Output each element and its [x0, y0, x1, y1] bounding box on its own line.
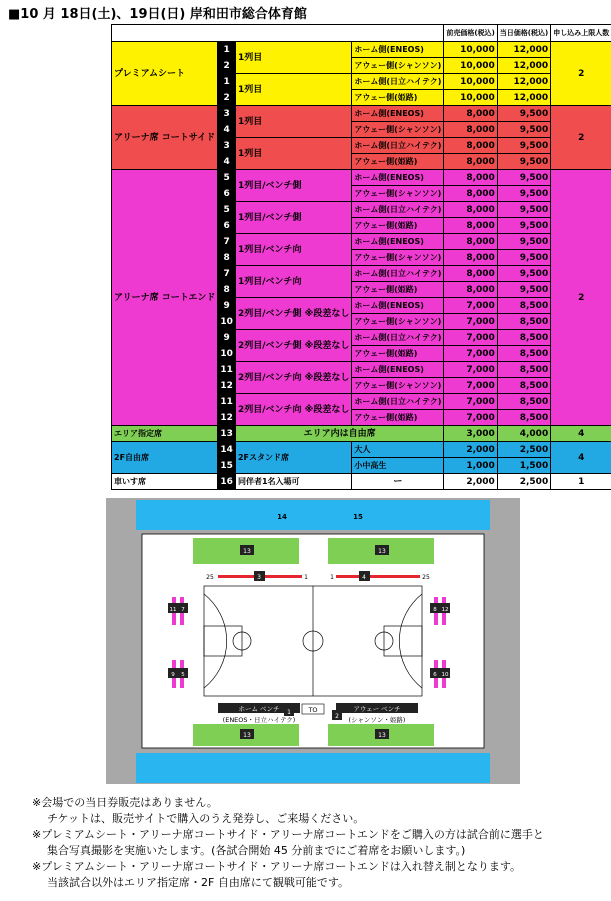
to-label: TO	[308, 706, 318, 714]
side-label: 小中高生	[352, 458, 444, 474]
presale-price: 7,000	[444, 330, 497, 346]
seat-number: 3	[218, 138, 236, 154]
presale-price: 8,000	[444, 122, 497, 138]
category-2f: 2F自由席	[112, 442, 218, 474]
num-25-left: 25	[206, 574, 214, 581]
side-label: ホーム側(日立ハイテク)	[352, 74, 444, 90]
side-label: ホーム側(ENEOS)	[352, 298, 444, 314]
sameday-price: 8,500	[497, 314, 550, 330]
num-25-right: 25	[422, 574, 430, 581]
sameday-price: 2,500	[497, 474, 550, 490]
row-label: 1列目/ベンチ向	[235, 266, 351, 298]
table-row	[112, 170, 611, 186]
label-7-left: 7	[181, 607, 185, 613]
row-label: 1列目	[235, 106, 351, 138]
presale-price: 8,000	[444, 106, 497, 122]
sameday-price: 9,500	[497, 122, 550, 138]
notes	[32, 795, 607, 891]
sameday-price: 8,500	[497, 378, 550, 394]
sameday-price: 12,000	[497, 42, 550, 58]
presale-price: 8,000	[444, 218, 497, 234]
note-2: ※プレミアムシート・アリーナ席コートサイド・アリーナ席コートエンドをご購入の方は試合前に選手と	[32, 828, 544, 841]
seat-number: 16	[218, 474, 236, 490]
price-table-body	[112, 42, 611, 490]
table-row	[112, 474, 611, 490]
price-table	[111, 24, 611, 490]
side-label: アウェー側(姫路)	[352, 282, 444, 298]
away-teams: (シャンソン・姫路)	[348, 716, 406, 724]
side-label: アウェー側(姫路)	[352, 218, 444, 234]
seat-number: 12	[218, 410, 236, 426]
side-label: ホーム側(ENEOS)	[352, 42, 444, 58]
seat-number: 11	[218, 362, 236, 378]
sameday-price: 9,500	[497, 202, 550, 218]
presale-price: 8,000	[444, 282, 497, 298]
side-label: ホーム側(日立ハイテク)	[352, 266, 444, 282]
label-11-left: 11	[169, 607, 177, 613]
side-label: アウェー側(シャンソン)	[352, 58, 444, 74]
sameday-price: 9,500	[497, 186, 550, 202]
sameday-price: 9,500	[497, 250, 550, 266]
side-label: アウェー側(シャンソン)	[352, 378, 444, 394]
seat-number: 9	[218, 330, 236, 346]
label-13-sw: 13	[243, 732, 251, 739]
seat-number: 4	[218, 122, 236, 138]
side-label: ホーム側(ENEOS)	[352, 106, 444, 122]
seat-number: 2	[218, 58, 236, 74]
presale-price: 3,000	[444, 426, 497, 442]
label-9-left: 9	[171, 672, 175, 678]
presale-price: 10,000	[444, 74, 497, 90]
label-13-nw: 13	[243, 548, 251, 555]
seat-number: 6	[218, 218, 236, 234]
side-label: ホーム側(日立ハイテク)	[352, 138, 444, 154]
table-row	[112, 106, 611, 122]
seat-number: 14	[218, 442, 236, 458]
row-label: 1列目	[235, 138, 351, 170]
row-label: 2列目/ベンチ向 ※段差なし	[235, 394, 351, 426]
note-2b: 集合写真撮影を実施いたします。(各試合開始 45 分前までにご着席をお願いします。)	[47, 844, 466, 857]
seat-number: 8	[218, 282, 236, 298]
note-1b: チケットは、販売サイトで購入のうえ発券し、ご来場ください。	[47, 812, 365, 825]
presale-price: 10,000	[444, 58, 497, 74]
label-5-left: 5	[181, 672, 185, 678]
presale-price: 7,000	[444, 378, 497, 394]
row-label: 1列目/ベンチ側	[235, 170, 351, 202]
courtside-row-4	[336, 575, 420, 578]
seat-number: 1	[218, 42, 236, 58]
side-label: アウェー側(シャンソン)	[352, 186, 444, 202]
row-label: 1列目/ベンチ向	[235, 234, 351, 266]
label-seat-14: 14	[277, 513, 287, 521]
label-seat-15: 15	[353, 513, 363, 521]
home-bench-label: ホーム ベンチ	[238, 705, 280, 713]
row-label: 2列目/ベンチ側 ※段差なし	[235, 298, 351, 330]
category-area: エリア指定席	[112, 426, 218, 442]
side-label: アウェー側(姫路)	[352, 410, 444, 426]
sameday-price: 2,500	[497, 442, 550, 458]
label-4: 4	[362, 574, 366, 581]
sameday-price: 9,500	[497, 170, 550, 186]
presale-price: 8,000	[444, 170, 497, 186]
sameday-price: 8,500	[497, 330, 550, 346]
header-seat: 席 種	[112, 25, 444, 42]
presale-price: 10,000	[444, 42, 497, 58]
limit-courtside: 2	[551, 106, 611, 170]
sameday-price: 9,500	[497, 138, 550, 154]
label-8-right: 8	[433, 607, 437, 613]
label-10-right: 10	[441, 672, 449, 678]
seat-number: 10	[218, 346, 236, 362]
note-3: ※プレミアムシート・アリーナ席コートサイド・アリーナ席コートエンドは入れ替え制となります。	[32, 860, 522, 873]
limit-area: 4	[551, 426, 611, 442]
presale-price: 7,000	[444, 394, 497, 410]
seat-number: 1	[218, 74, 236, 90]
row-label: 1列目	[235, 42, 351, 74]
upper-stand-south	[136, 753, 490, 783]
side-label: ホーム側(日立ハイテク)	[352, 202, 444, 218]
category-courtend: アリーナ席 コートエンド	[112, 170, 218, 426]
seat-number: 2	[218, 90, 236, 106]
table-row	[112, 42, 611, 58]
category-wheelchair: 車いす席	[112, 474, 218, 490]
sameday-price: 8,500	[497, 362, 550, 378]
presale-price: 8,000	[444, 250, 497, 266]
side-label: ホーム側(ENEOS)	[352, 234, 444, 250]
presale-price: 8,000	[444, 138, 497, 154]
category-courtside: アリーナ席 コートサイド	[112, 106, 218, 170]
sameday-price: 8,500	[497, 394, 550, 410]
seat-number: 12	[218, 378, 236, 394]
side-label: ホーム側(ENEOS)	[352, 170, 444, 186]
label-3: 3	[257, 574, 261, 581]
sameday-price: 9,500	[497, 266, 550, 282]
side-label: ホーム側(ENEOS)	[352, 362, 444, 378]
presale-price: 7,000	[444, 346, 497, 362]
sameday-price: 9,500	[497, 282, 550, 298]
seat-number: 3	[218, 106, 236, 122]
side-label: ホーム側(日立ハイテク)	[352, 394, 444, 410]
area-desc: エリア内は自由席	[235, 426, 443, 442]
page-title: ■10 月 18日(土)、19日(日) 岸和田市総合体育館	[8, 7, 307, 22]
side-label: 大人	[352, 442, 444, 458]
seat-number: 11	[218, 394, 236, 410]
presale-price: 8,000	[444, 266, 497, 282]
side-label: ー	[352, 474, 444, 490]
side-label: アウェー側(姫路)	[352, 90, 444, 106]
seat-number: 10	[218, 314, 236, 330]
label-1: 1	[287, 709, 291, 716]
label-13-se: 13	[378, 732, 386, 739]
upper-stand-north	[136, 500, 490, 530]
label-2: 2	[335, 713, 339, 720]
home-teams: (ENEOS・日立ハイテク)	[222, 716, 296, 724]
sameday-price: 12,000	[497, 58, 550, 74]
num-1-mid-left: 1	[304, 574, 308, 581]
seat-number: 15	[218, 458, 236, 474]
seat-number: 8	[218, 250, 236, 266]
seat-number: 13	[218, 426, 236, 442]
row-label: 2列目/ベンチ側 ※段差なし	[235, 330, 351, 362]
presale-price: 10,000	[444, 90, 497, 106]
label-6-right: 6	[433, 672, 437, 678]
table-row	[112, 426, 611, 442]
sameday-price: 12,000	[497, 74, 550, 90]
note-3b: 当該試合以外はエリア指定席・2F 自由席にて観戦可能です。	[47, 876, 349, 889]
side-label: アウェー側(シャンソン)	[352, 250, 444, 266]
side-label: アウェー側(シャンソン)	[352, 122, 444, 138]
header-sameday: 当日価格(税込)	[497, 25, 550, 42]
num-1-mid-right: 1	[330, 574, 334, 581]
seat-number: 7	[218, 234, 236, 250]
seat-number: 4	[218, 154, 236, 170]
away-bench-label: アウェー ベンチ	[353, 705, 401, 713]
presale-price: 2,000	[444, 474, 497, 490]
side-label: アウェー側(姫路)	[352, 346, 444, 362]
category-premium: プレミアムシート	[112, 42, 218, 106]
side-label: アウェー側(姫路)	[352, 154, 444, 170]
row-label: 同伴者1名入場可	[235, 474, 351, 490]
seat-number: 5	[218, 202, 236, 218]
presale-price: 7,000	[444, 298, 497, 314]
row-label: 2Fスタンド席	[235, 442, 351, 474]
sameday-price: 4,000	[497, 426, 550, 442]
sameday-price: 9,500	[497, 154, 550, 170]
sameday-price: 9,500	[497, 106, 550, 122]
presale-price: 7,000	[444, 314, 497, 330]
side-label: ホーム側(日立ハイテク)	[352, 330, 444, 346]
limit-premium: 2	[551, 42, 611, 106]
sameday-price: 1,500	[497, 458, 550, 474]
side-label: アウェー側(シャンソン)	[352, 314, 444, 330]
presale-price: 7,000	[444, 410, 497, 426]
presale-price: 1,000	[444, 458, 497, 474]
sameday-price: 8,500	[497, 410, 550, 426]
row-label: 1列目	[235, 74, 351, 106]
row-label: 2列目/ベンチ向 ※段差なし	[235, 362, 351, 394]
presale-price: 8,000	[444, 202, 497, 218]
presale-price: 8,000	[444, 186, 497, 202]
presale-price: 2,000	[444, 442, 497, 458]
sameday-price: 12,000	[497, 90, 550, 106]
limit-wheelchair: 1	[551, 474, 611, 490]
label-13-ne: 13	[378, 548, 386, 555]
limit-courtend: 2	[551, 170, 611, 426]
note-1: ※会場での当日券販売はありません。	[32, 796, 218, 809]
presale-price: 8,000	[444, 154, 497, 170]
header-presale: 前売価格(税込)	[444, 25, 497, 42]
seat-number: 6	[218, 186, 236, 202]
table-row	[112, 442, 611, 458]
seat-number: 5	[218, 170, 236, 186]
sameday-price: 8,500	[497, 346, 550, 362]
label-12-right: 12	[441, 607, 449, 613]
row-label: 1列目/ベンチ側	[235, 202, 351, 234]
presale-price: 7,000	[444, 362, 497, 378]
seat-number: 7	[218, 266, 236, 282]
presale-price: 8,000	[444, 234, 497, 250]
limit-2f: 4	[551, 442, 611, 474]
venue-map	[106, 498, 520, 784]
sameday-price: 9,500	[497, 234, 550, 250]
sameday-price: 9,500	[497, 218, 550, 234]
header-limit: 申し込み上限人数	[551, 25, 611, 42]
seat-number: 9	[218, 298, 236, 314]
sameday-price: 8,500	[497, 298, 550, 314]
